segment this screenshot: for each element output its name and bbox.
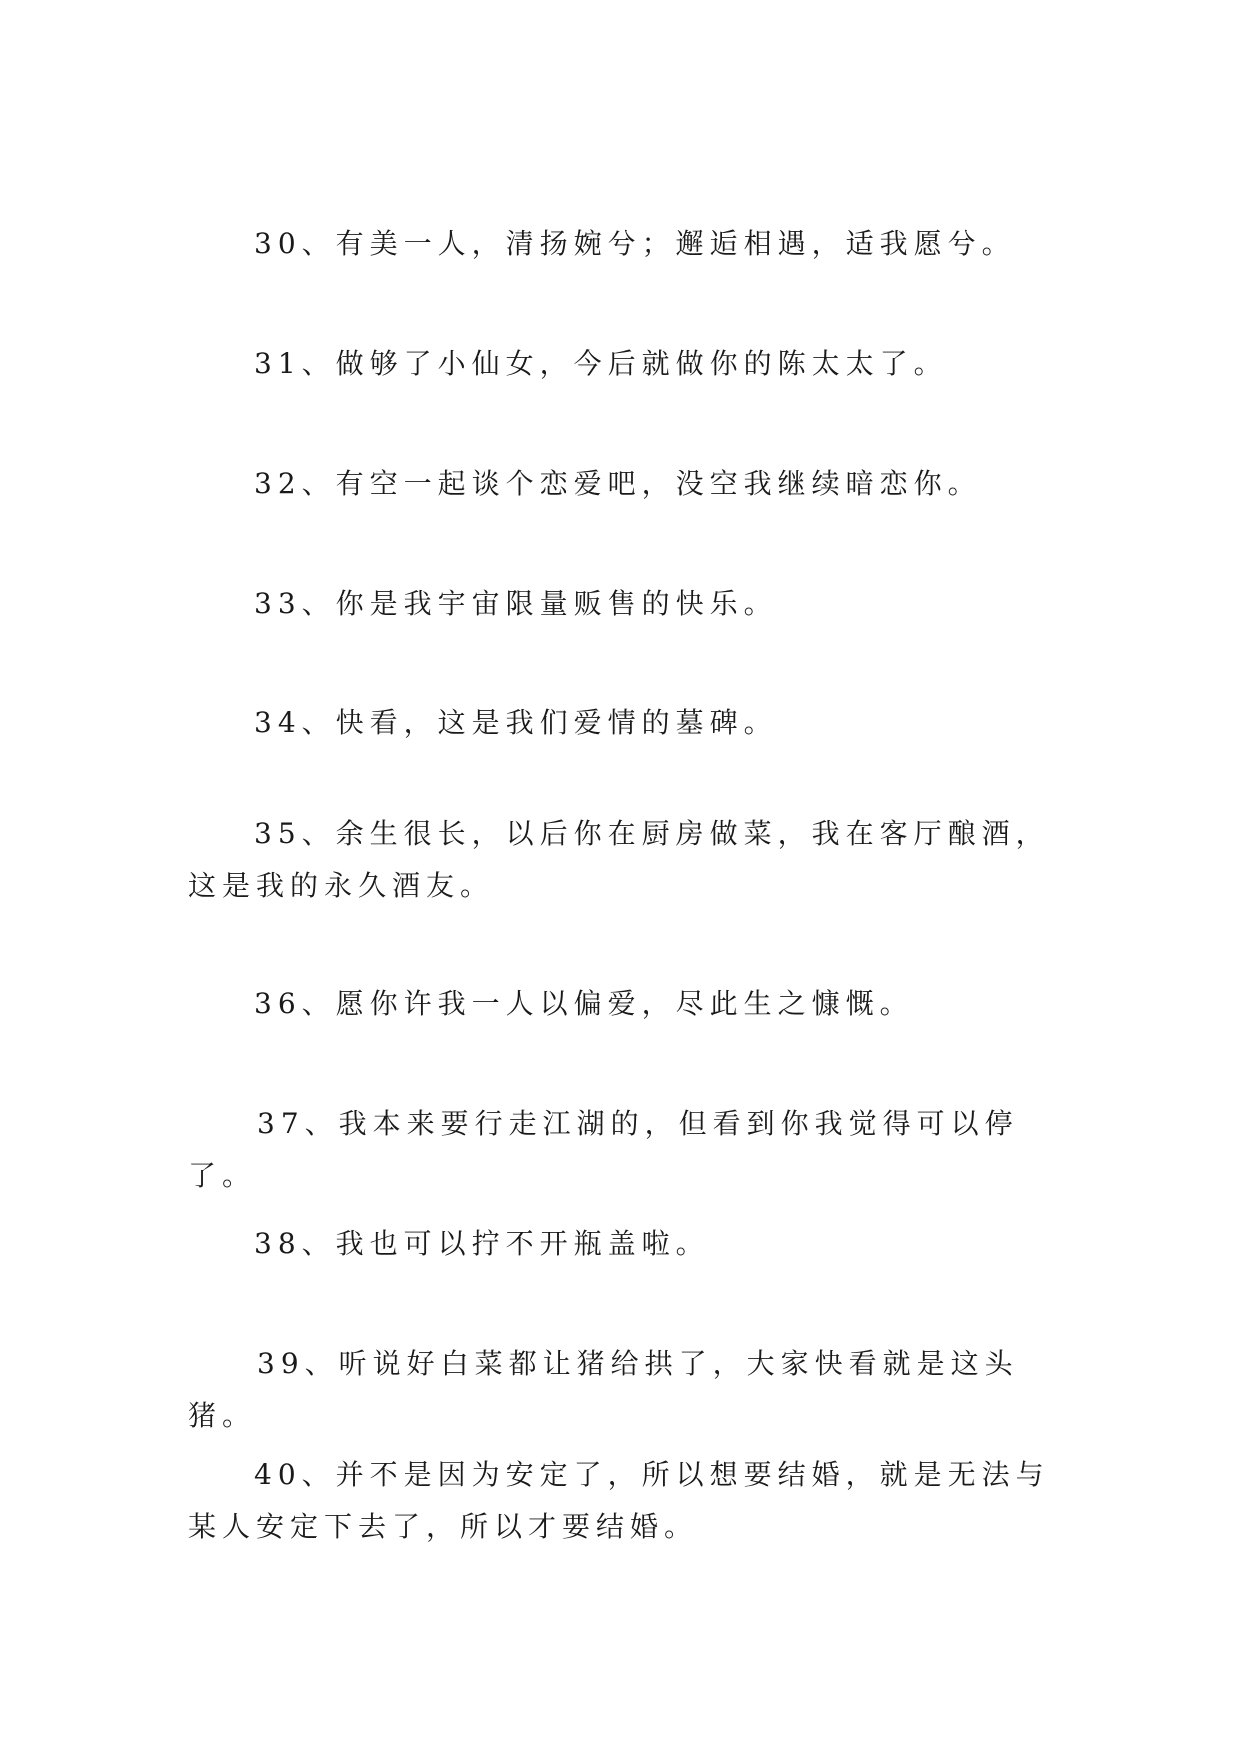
paragraph-40: 40、并不是因为安定了，所以想要结婚，就是无法与某人安定下去了，所以才要结婚。 bbox=[188, 1458, 1050, 1543]
paragraph-30: 30、有美一人，清扬婉兮；邂逅相遇，适我愿兮。 bbox=[254, 227, 1016, 260]
paragraph-34: 34、快看，这是我们爱情的墓碑。 bbox=[254, 706, 778, 739]
paragraph-38: 38、我也可以拧不开瓶盖啦。 bbox=[254, 1227, 710, 1260]
paragraph-39: 39、听说好白菜都让猪给拱了，大家快看就是这头猪。 bbox=[188, 1347, 1019, 1432]
paragraph-36: 36、愿你许我一人以偏爱，尽此生之慷慨。 bbox=[254, 987, 914, 1020]
paragraph-37: 37、我本来要行走江湖的，但看到你我觉得可以停了。 bbox=[188, 1107, 1019, 1192]
paragraph-31: 31、做够了小仙女，今后就做你的陈太太了。 bbox=[254, 347, 948, 380]
paragraph-33: 33、你是我宇宙限量贩售的快乐。 bbox=[254, 587, 778, 620]
paragraph-32: 32、有空一起谈个恋爱吧，没空我继续暗恋你。 bbox=[254, 467, 982, 500]
paragraph-35: 35、余生很长，以后你在厨房做菜，我在客厅酿酒，这是我的永久酒友。 bbox=[188, 817, 1050, 902]
